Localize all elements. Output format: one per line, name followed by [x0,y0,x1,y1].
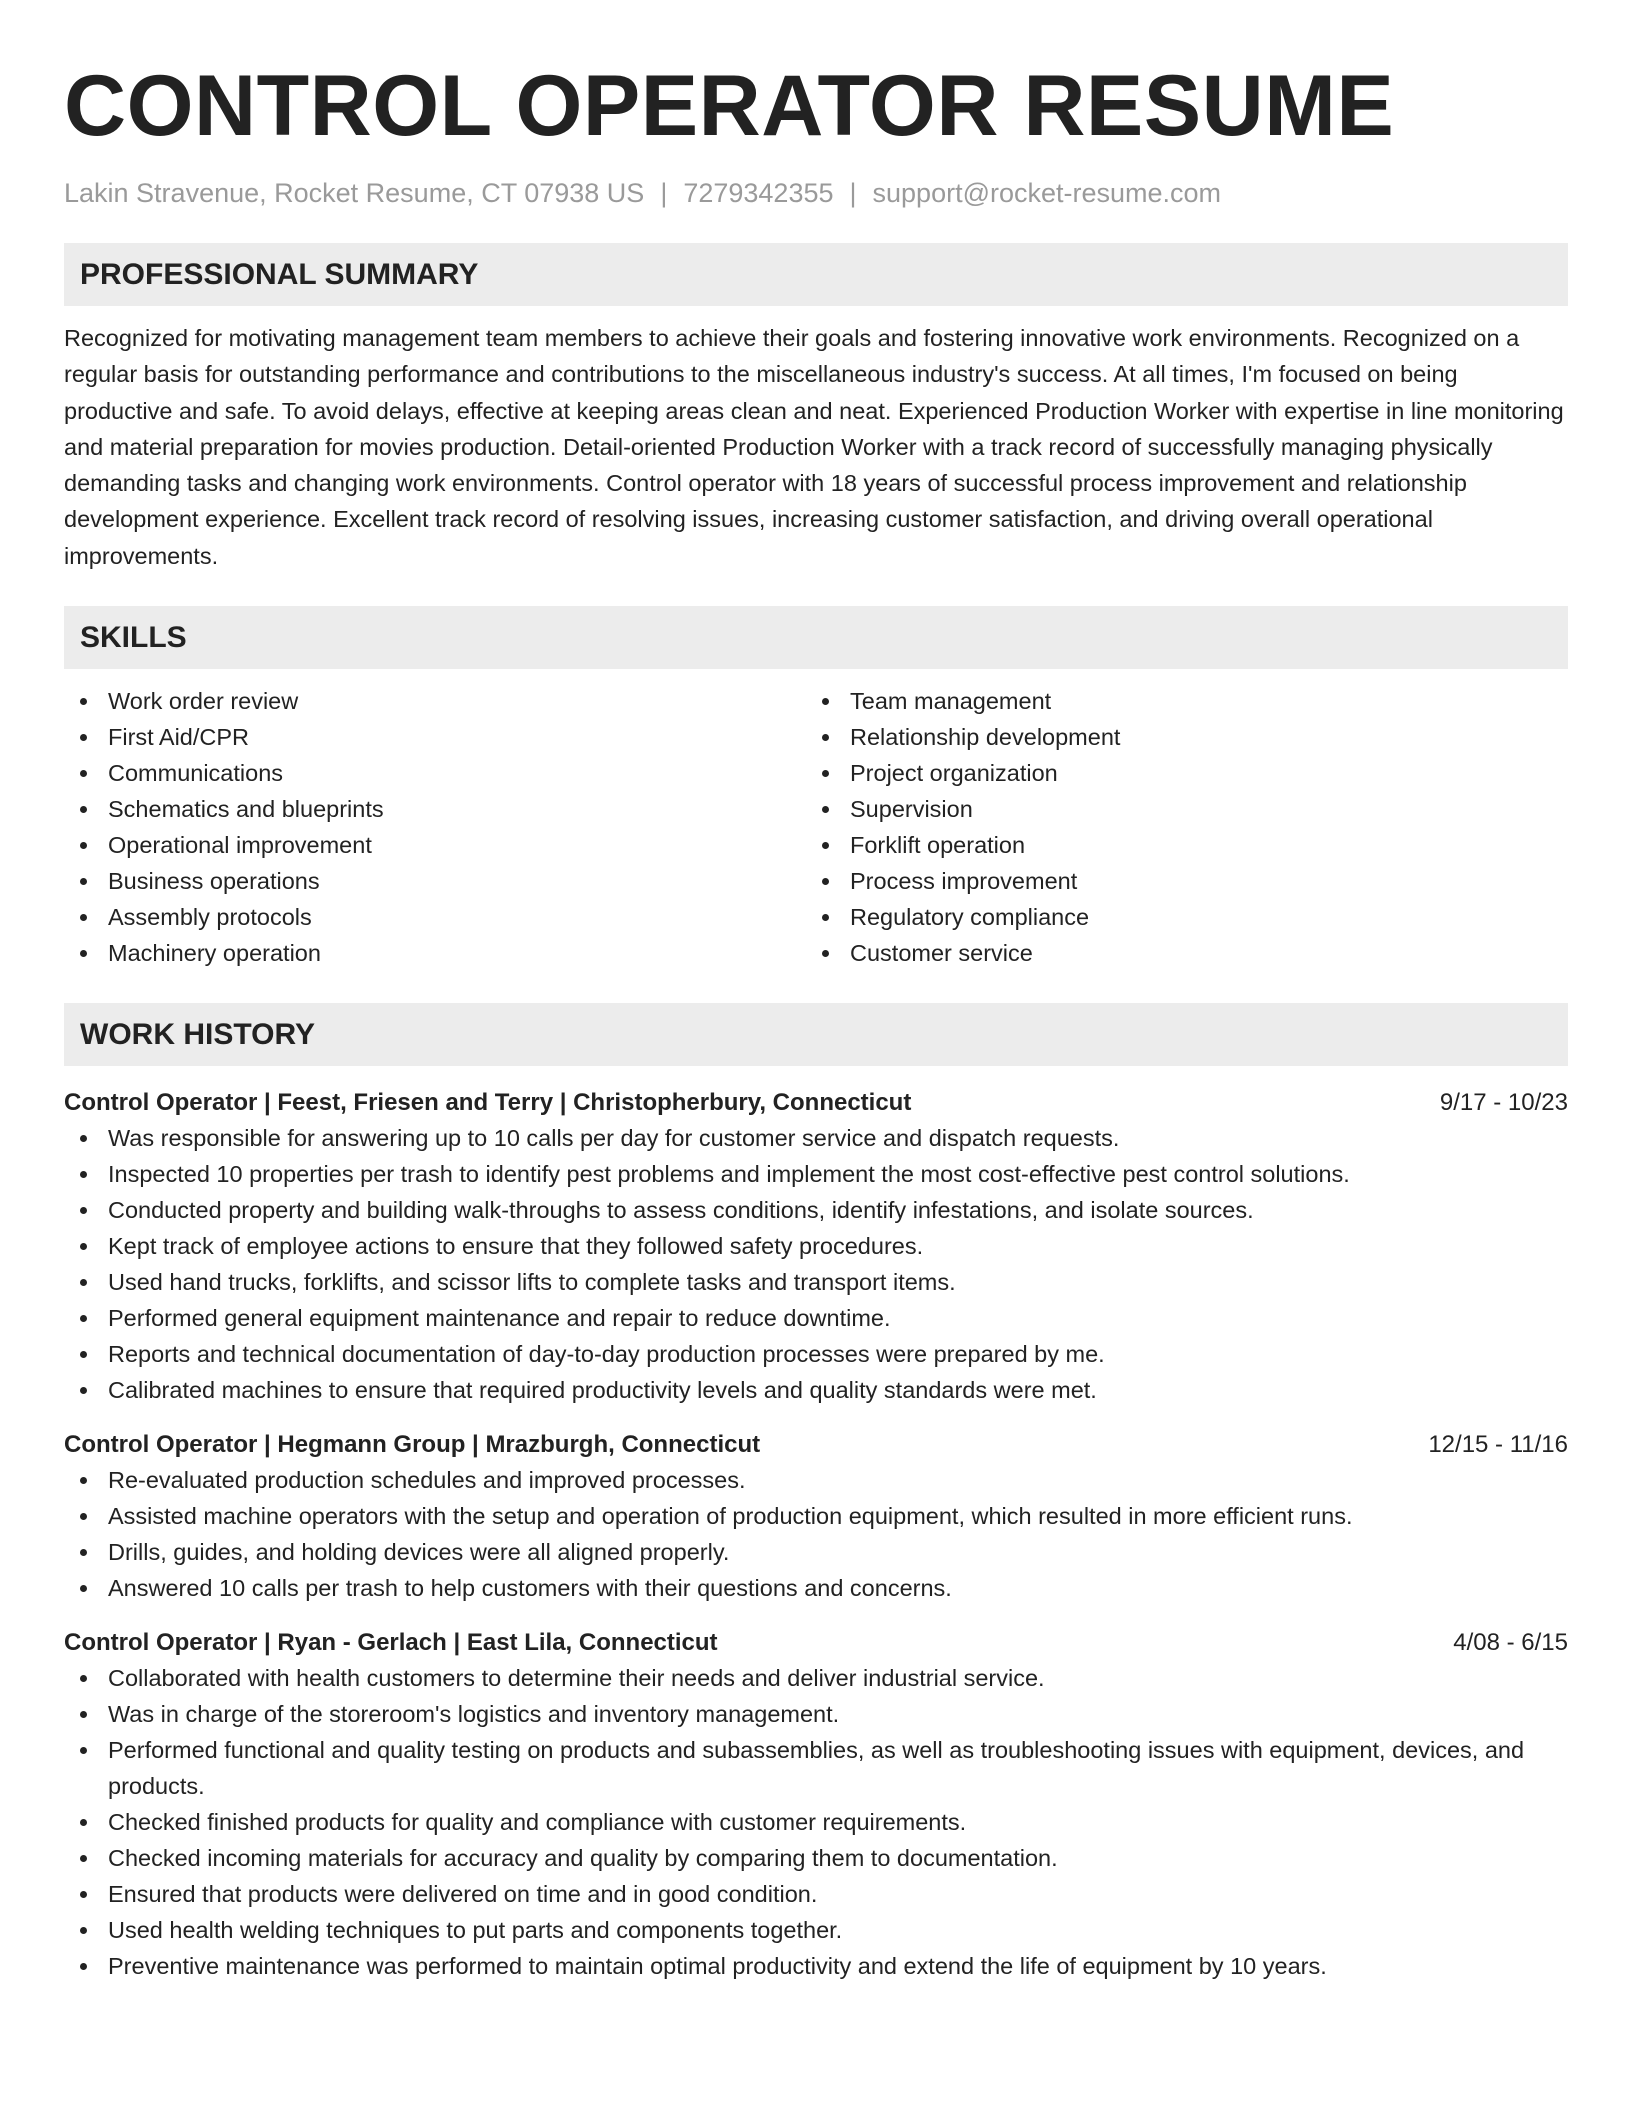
list-item: Preventive maintenance was performed to maintain optimal productivity and extend the life of equipment by 10 years. [64,1948,1568,1984]
job-entry [64,1428,1568,1606]
contact-line [64,176,1568,210]
resume-title: CONTROL OPERATOR RESUME [64,58,1395,154]
skills-section [64,606,1568,971]
contact-separator: | [660,178,668,208]
skills-list-left [64,683,806,971]
list-item: Assisted machine operators with the setup and operation of production equipment, which resulted in more efficient runs. [64,1498,1568,1534]
list-item: Collaborated with health customers to determine their needs and deliver industrial service. [64,1660,1568,1696]
job-entry [64,1626,1568,1984]
skills-list-right [806,683,1548,971]
list-item: Relationship development [806,719,1548,755]
list-item: Ensured that products were delivered on time and in good condition. [64,1876,1568,1912]
list-item: Project organization [806,755,1548,791]
work-history-heading: WORK HISTORY [64,1003,1568,1066]
contact-separator: | [849,178,857,208]
contact-phone: 7279342355 [683,178,834,208]
skills-heading: SKILLS [64,606,1568,669]
list-item: Performed functional and quality testing on products and subassemblies, as well as troubleshooting issues with equipment, devices, and products. [64,1732,1568,1804]
list-item: Answered 10 calls per trash to help customers with their questions and concerns. [64,1570,1568,1606]
list-item: Re-evaluated production schedules and improved processes. [64,1462,1568,1498]
list-item: Supervision [806,791,1548,827]
list-item: Checked finished products for quality and compliance with customer requirements. [64,1804,1568,1840]
job-bullet-list [64,1660,1568,1984]
contact-address: Lakin Stravenue, Rocket Resume, CT 07938 US [64,178,645,208]
job-dates: 12/15 - 11/16 [1428,1431,1568,1459]
list-item: Checked incoming materials for accuracy and quality by comparing them to documentation. [64,1840,1568,1876]
job-header [64,1626,1568,1660]
list-item: Schematics and blueprints [64,791,806,827]
list-item: Work order review [64,683,806,719]
work-history-section [64,1003,1568,1984]
list-item: Inspected 10 properties per trash to identify pest problems and implement the most cost-effective pest control solutions. [64,1156,1568,1192]
job-entry [64,1086,1568,1408]
list-item: Communications [64,755,806,791]
summary-text: Recognized for motivating management team members to achieve their goals and fostering innovative work environments. Recognized on a regular basis for outstanding performance and contributions to the miscellaneous industry's success. At all times, I'm focused on being productive and safe. To avoid delays, effective at keeping areas clean and neat. Experienced Production Worker with expertise in line monitoring and material preparation for movies production. Detail-oriented Production Worker with a track record of successfully managing physically demanding tasks and changing work environments. Control operator with 18 years of successful process improvement and relationship development experience. Excellent track record of resolving issues, increasing customer satisfaction, and driving overall operational improvements. [64,325,1564,569]
job-dates: 9/17 - 10/23 [1439,1089,1568,1117]
list-item: Conducted property and building walk-throughs to assess conditions, identify infestations, and isolate sources. [64,1192,1568,1228]
summary-heading: PROFESSIONAL SUMMARY [64,243,1568,306]
list-item: First Aid/CPR [64,719,806,755]
job-list [64,1086,1568,1984]
job-title: Control Operator | Feest, Friesen and Terry | Christopherbury, Connecticut [64,1089,912,1117]
list-item: Regulatory compliance [806,899,1548,935]
list-item: Used hand trucks, forklifts, and scissor lifts to complete tasks and transport items. [64,1264,1568,1300]
list-item: Customer service [806,935,1548,971]
list-item: Forklift operation [806,827,1548,863]
list-item: Calibrated machines to ensure that required productivity levels and quality standards were met. [64,1372,1568,1408]
list-item: Performed general equipment maintenance and repair to reduce downtime. [64,1300,1568,1336]
job-dates: 4/08 - 6/15 [1453,1629,1568,1657]
list-item: Process improvement [806,863,1548,899]
job-bullet-list [64,1462,1568,1606]
list-item: Was in charge of the storeroom's logistics and inventory management. [64,1696,1568,1732]
job-title: Control Operator | Ryan - Gerlach | East Lila, Connecticut [64,1629,718,1657]
job-bullet-list [64,1120,1568,1408]
list-item: Team management [806,683,1548,719]
skills-columns [64,683,1568,971]
list-item: Reports and technical documentation of day-to-day production processes were prepared by me. [64,1336,1568,1372]
list-item: Machinery operation [64,935,806,971]
contact-email: support@rocket-resume.com [872,178,1222,208]
list-item: Operational improvement [64,827,806,863]
list-item: Used health welding techniques to put parts and components together. [64,1912,1568,1948]
job-title: Control Operator | Hegmann Group | Mrazburgh, Connecticut [64,1431,761,1459]
list-item: Drills, guides, and holding devices were all aligned properly. [64,1534,1568,1570]
job-header [64,1086,1568,1120]
list-item: Was responsible for answering up to 10 calls per day for customer service and dispatch requests. [64,1120,1568,1156]
job-header [64,1428,1568,1462]
summary-section [64,243,1568,574]
list-item: Assembly protocols [64,899,806,935]
list-item: Business operations [64,863,806,899]
list-item: Kept track of employee actions to ensure that they followed safety procedures. [64,1228,1568,1264]
